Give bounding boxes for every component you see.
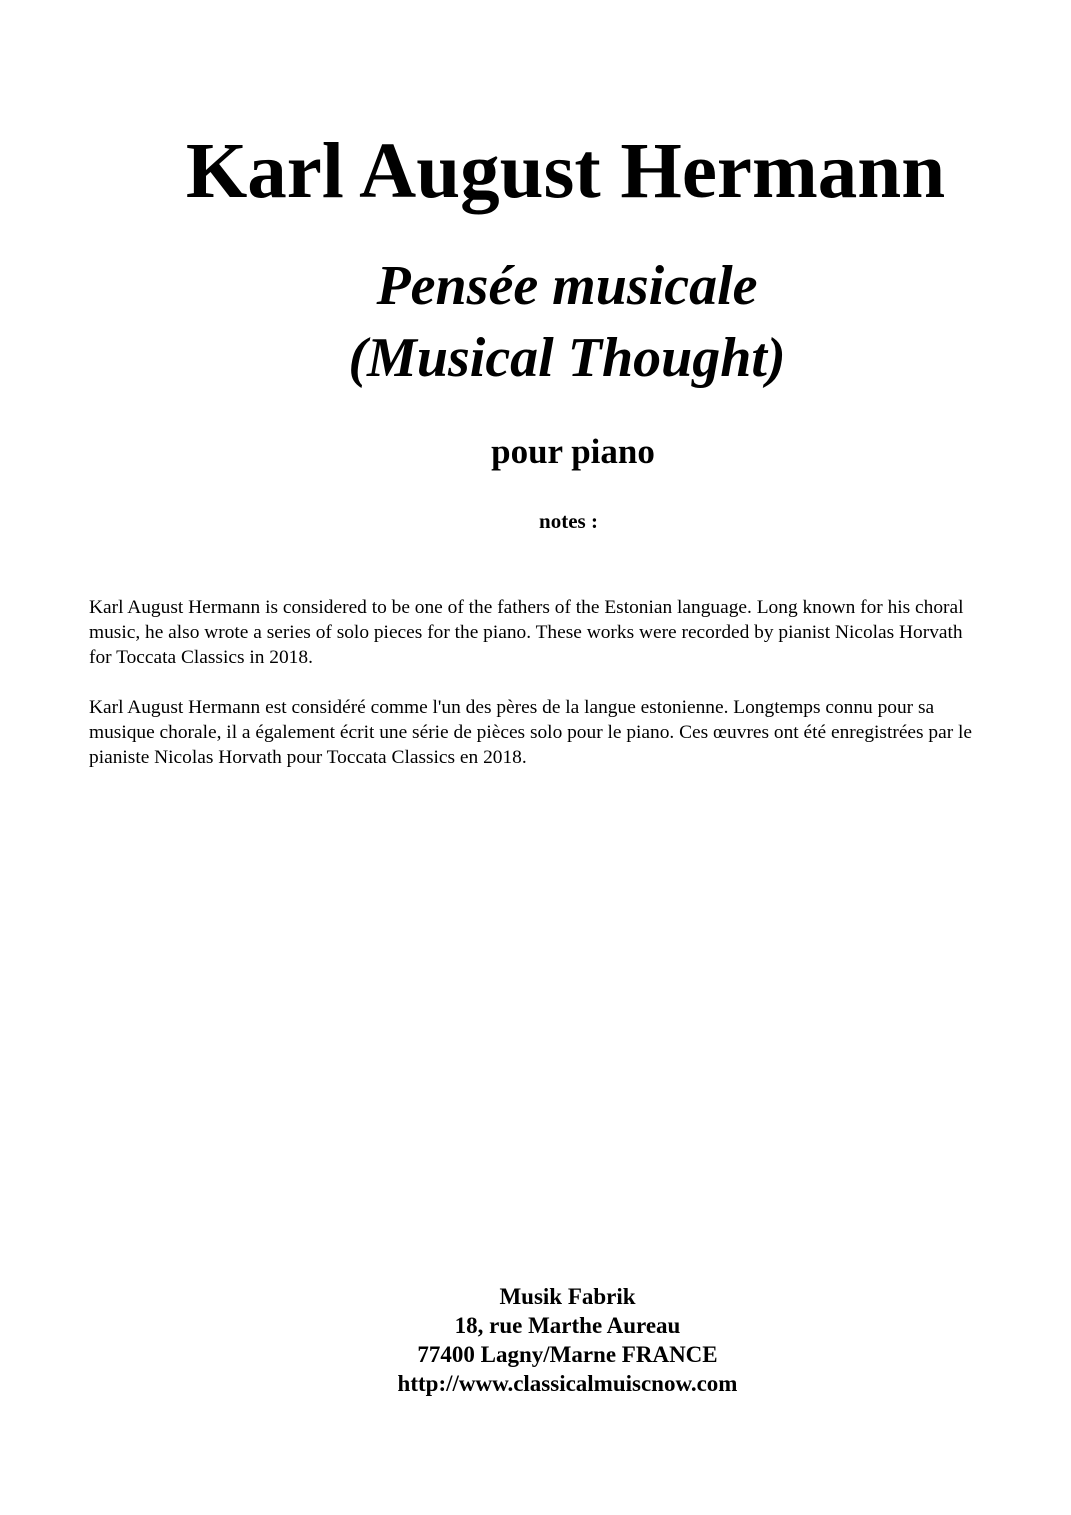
work-title-english: (Musical Thought) xyxy=(348,327,786,389)
notes-english: Karl August Hermann is considered to be one of the fathers of the Estonian language. Long known for his choral music, he also wrote a series of solo pieces for the piano. These works were recorded by pianist Nicolas Horvath for Toccata Classics in 2018. xyxy=(89,597,964,668)
publisher-street: 18, rue Marthe Aureau xyxy=(454,1313,681,1338)
program-notes xyxy=(89,595,989,795)
notes-heading: notes : xyxy=(539,509,598,533)
work-title xyxy=(0,250,1071,394)
instrumentation: pour piano xyxy=(491,432,655,471)
publisher-url: http://www.classicalmuiscnow.com xyxy=(397,1371,738,1396)
composer-name: Karl August Hermann xyxy=(185,128,946,215)
publisher-name: Musik Fabrik xyxy=(499,1284,636,1309)
work-title-french: Pensée musicale xyxy=(376,255,758,317)
publisher-city: 77400 Lagny/Marne FRANCE xyxy=(417,1342,718,1367)
publisher-block xyxy=(0,1282,1071,1398)
notes-french: Karl August Hermann est considéré comme l'un des pères de la langue estonienne. Longtemps connu pour sa musique chorale, il a également écrit une série de pièces solo pour le piano. Ces œuvres ont été enregistrées par le pianiste Nicolas Horvath pour Toccata Classics en 2018. xyxy=(89,697,973,768)
